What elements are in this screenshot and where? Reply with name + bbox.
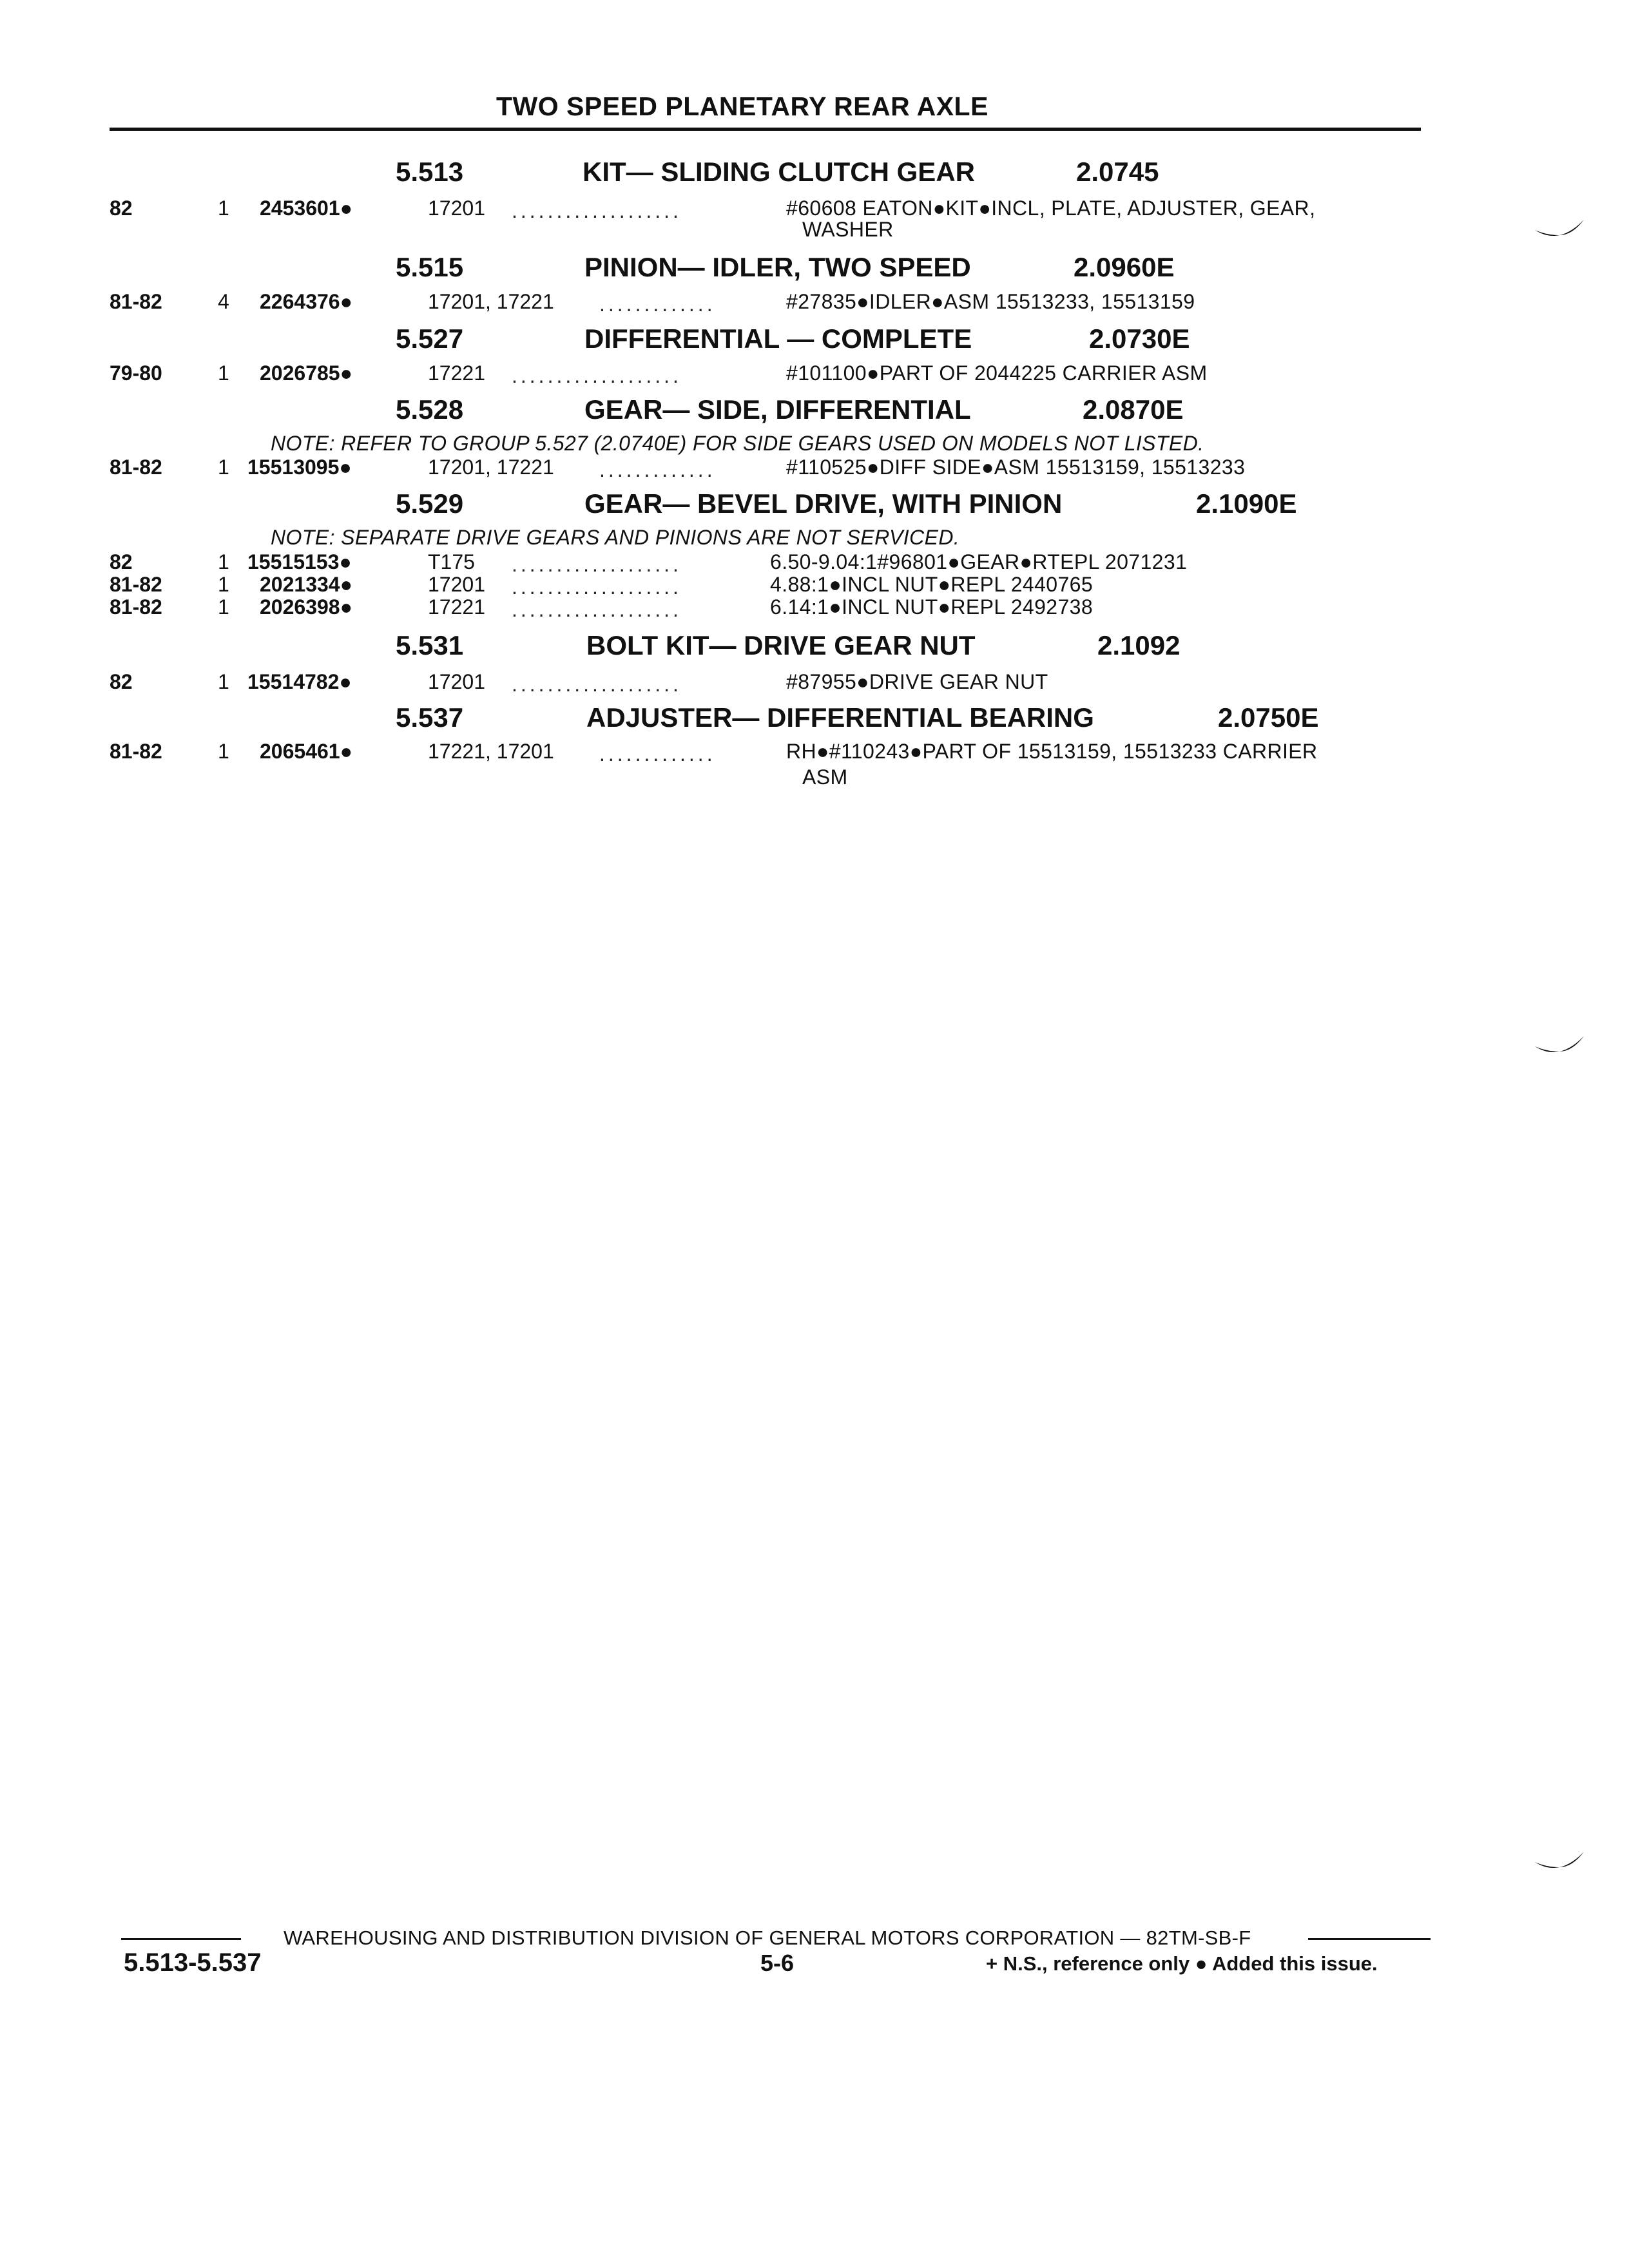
part-number: 2453601●: [260, 197, 352, 220]
part-number: 2065461●: [260, 740, 352, 763]
section-header: [0, 488, 1629, 524]
part-description: #60608 EATON●KIT●INCL, PLATE, ADJUSTER, GEAR,: [786, 197, 1316, 220]
section-header: [0, 702, 1629, 738]
page-title: TWO SPEED PLANETARY REAR AXLE: [496, 91, 988, 121]
section-name: GEAR— SIDE, DIFFERENTIAL: [584, 394, 971, 425]
footer-legend: + N.S., reference only ● Added this issue.: [986, 1952, 1378, 1975]
part-qty: 1: [218, 456, 229, 479]
part-row: [0, 595, 1629, 621]
part-description: #87955●DRIVE GEAR NUT: [786, 670, 1048, 693]
footer-division: WAREHOUSING AND DISTRIBUTION DIVISION OF GENERAL MOTORS CORPORATION — 82TM-SB-F: [284, 1927, 1251, 1949]
part-years: 82: [110, 550, 133, 573]
part-models: 17201: [428, 573, 485, 596]
part-models: 17221: [428, 595, 485, 619]
section-number: 5.515: [396, 252, 464, 282]
part-qty: 1: [218, 740, 229, 763]
part-description: #101100●PART OF 2044225 CARRIER ASM: [786, 361, 1208, 385]
part-models: 17201, 17221: [428, 290, 554, 313]
part-years: 81-82: [110, 290, 162, 313]
section-header: [0, 630, 1629, 666]
part-description-cont: WASHER: [802, 218, 894, 241]
section-name: PINION— IDLER, TWO SPEED: [584, 252, 971, 282]
footer-page-number: 5-6: [760, 1950, 795, 1976]
footer-rule-right: [1308, 1938, 1431, 1940]
part-row: [0, 573, 1629, 599]
part-row: [0, 670, 1629, 696]
section-number: 5.513: [396, 157, 464, 187]
section-note: NOTE: REFER TO GROUP 5.527 (2.0740E) FOR SIDE GEARS USED ON MODELS NOT LISTED.: [271, 432, 1204, 455]
part-description-cont: ASM: [802, 765, 848, 789]
punch-mark-icon: [1534, 1848, 1585, 1874]
part-years: 79-80: [110, 361, 162, 385]
footer-section-range: 5.513-5.537: [124, 1948, 262, 1977]
section-code: 2.0730E: [1089, 323, 1190, 354]
leader-dots: ...................: [512, 553, 682, 576]
part-number: 2264376●: [260, 290, 352, 313]
part-models: 17201, 17221: [428, 456, 554, 479]
leader-dots: .............: [599, 458, 716, 481]
leader-dots: .............: [599, 742, 716, 765]
part-number: 15513095●: [247, 456, 352, 479]
section-header: [0, 157, 1629, 193]
part-models: 17201: [428, 670, 485, 693]
section-number: 5.531: [396, 630, 464, 660]
part-years: 82: [110, 670, 133, 693]
part-description: #27835●IDLER●ASM 15513233, 15513159: [786, 290, 1195, 313]
title-rule: [110, 128, 1421, 131]
section-code: 2.1090E: [1196, 488, 1297, 519]
part-years: 81-82: [110, 456, 162, 479]
leader-dots: ...................: [512, 364, 682, 387]
part-row: [0, 361, 1629, 387]
part-models: T175: [428, 550, 475, 573]
part-row: [0, 740, 1629, 765]
part-qty: 1: [218, 550, 229, 573]
section-code: 2.1092: [1097, 630, 1181, 660]
part-qty: 4: [218, 290, 229, 313]
part-models: 17221: [428, 361, 485, 385]
leader-dots: ...................: [512, 673, 682, 696]
part-description: RH●#110243●PART OF 15513159, 15513233 CARRIER: [786, 740, 1318, 763]
section-name: KIT— SLIDING CLUTCH GEAR: [583, 157, 975, 187]
leader-dots: ...................: [512, 199, 682, 222]
footer-rule-left: [121, 1938, 241, 1940]
section-name: BOLT KIT— DRIVE GEAR NUT: [586, 630, 976, 660]
part-qty: 1: [218, 361, 229, 385]
section-name: ADJUSTER— DIFFERENTIAL BEARING: [586, 702, 1094, 733]
punch-mark-icon: [1534, 216, 1585, 242]
leader-dots: ...................: [512, 598, 682, 621]
part-qty: 1: [218, 670, 229, 693]
part-row: [0, 456, 1629, 481]
section-number: 5.529: [396, 488, 464, 519]
part-number: 2021334●: [260, 573, 352, 596]
part-number: 2026398●: [260, 595, 352, 619]
part-number: 15515153●: [247, 550, 352, 573]
section-number: 5.537: [396, 702, 464, 733]
part-qty: 1: [218, 197, 229, 220]
section-number: 5.528: [396, 394, 464, 425]
leader-dots: .............: [599, 293, 716, 316]
part-row: [0, 290, 1629, 316]
section-number: 5.527: [396, 323, 464, 354]
section-name: GEAR— BEVEL DRIVE, WITH PINION: [584, 488, 1063, 519]
section-code: 2.0870E: [1083, 394, 1184, 425]
section-note: NOTE: SEPARATE DRIVE GEARS AND PINIONS ARE NOT SERVICED.: [271, 526, 960, 549]
section-header: [0, 323, 1629, 360]
part-row: [0, 550, 1629, 576]
section-code: 2.0960E: [1074, 252, 1175, 282]
section-header: [0, 394, 1629, 430]
part-years: 81-82: [110, 595, 162, 619]
part-description: #110525●DIFF SIDE●ASM 15513159, 15513233: [786, 456, 1246, 479]
part-number: 15514782●: [247, 670, 352, 693]
part-qty: 1: [218, 595, 229, 619]
part-description: 6.50-9.04:1#96801●GEAR●RTEPL 2071231: [770, 550, 1188, 573]
punch-mark-icon: [1534, 1032, 1585, 1058]
part-number: 2026785●: [260, 361, 352, 385]
part-years: 81-82: [110, 740, 162, 763]
section-code: 2.0745: [1076, 157, 1159, 187]
part-qty: 1: [218, 573, 229, 596]
part-years: 82: [110, 197, 133, 220]
part-years: 81-82: [110, 573, 162, 596]
leader-dots: ...................: [512, 575, 682, 599]
part-description: 4.88:1●INCL NUT●REPL 2440765: [770, 573, 1094, 596]
section-name: DIFFERENTIAL — COMPLETE: [584, 323, 972, 354]
section-code: 2.0750E: [1218, 702, 1319, 733]
part-description: 6.14:1●INCL NUT●REPL 2492738: [770, 595, 1094, 619]
section-header: [0, 252, 1629, 288]
part-models: 17221, 17201: [428, 740, 554, 763]
part-models: 17201: [428, 197, 485, 220]
